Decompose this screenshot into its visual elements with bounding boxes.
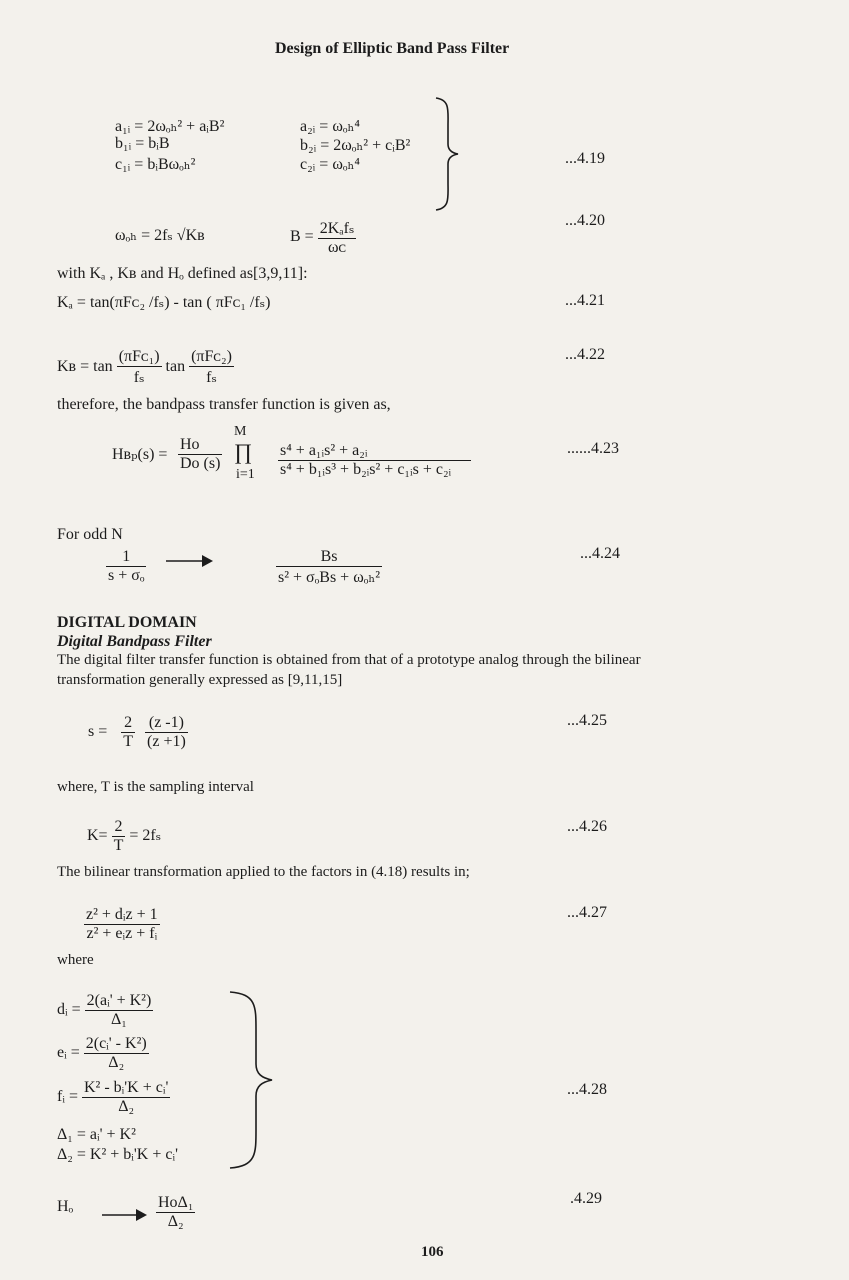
eq-4-29-number: .4.29: [570, 1190, 602, 1207]
subheading-digital-bandpass-filter: Digital Bandpass Filter: [57, 633, 212, 650]
eq-4-23-numerator: s⁴ + a₁ᵢs² + a₂ᵢ: [280, 442, 368, 459]
eq-4-26: [87, 818, 161, 855]
eq-4-22-num-1: (πFᴄ₁): [118, 348, 160, 365]
eq-4-25-num-1: 2: [124, 714, 133, 731]
eq-4-29-numerator: HoΔ₁: [158, 1194, 194, 1211]
eq-4-24-lhs: [106, 548, 146, 585]
eq-4-28-delta-2: Δ₂ = K² + bᵢ'K + cᵢ': [57, 1146, 178, 1163]
eq-4-23-lhs: Hʙₚ(s) =: [112, 446, 168, 463]
eq-4-28-d-lhs: dᵢ =: [57, 1001, 85, 1019]
eq-4-22-fraction-2: [189, 348, 234, 387]
eq-4-29-lhs: Hₒ: [57, 1198, 74, 1215]
eq-4-19-brace: [432, 96, 462, 212]
eq-4-25-num-2: (z -1): [148, 714, 184, 731]
text-with-definitions: with Kₐ , Kʙ and Hₒ defined as[3,9,11]:: [57, 265, 308, 282]
eq-4-23-product-bottom: i=1: [236, 467, 255, 482]
eq-4-26-number: ...4.26: [567, 818, 607, 835]
eq-4-25-den-1: T: [123, 733, 134, 750]
eq-4-28-d: [57, 992, 153, 1029]
eq-4-23-ho-denominator: Do (s): [180, 455, 221, 472]
eq-4-22-fraction-1: [117, 348, 162, 387]
eq-4-22-mid: tan: [161, 358, 190, 376]
eq-4-23-ho-numerator: Ho: [180, 436, 200, 453]
eq-4-26-rhs: = 2fₛ: [125, 827, 162, 845]
eq-4-20-right-lhs: B =: [290, 228, 318, 246]
eq-4-20-number: ...4.20: [565, 212, 605, 229]
eq-4-29-fraction: [156, 1194, 195, 1231]
eq-4-27-number: ...4.27: [567, 904, 607, 921]
eq-4-28-e: [57, 1035, 149, 1072]
eq-4-28-d-denominator: Δ₁: [85, 1010, 154, 1029]
eq-4-28-f: [57, 1079, 170, 1116]
paragraph-line-1: The digital filter transfer function is obtained from that of a prototype analog through the bilinear: [57, 652, 641, 668]
eq-4-25-fraction-2: [145, 714, 188, 751]
eq-4-20-fraction: [318, 218, 357, 257]
eq-4-22-den-2: fₛ: [189, 366, 234, 387]
eq-4-24-rhs-denominator: s² + σₒBs + ωₒₕ²: [276, 566, 382, 587]
eq-4-23-ho-fraction: [178, 436, 222, 473]
eq-4-22-lhs: Kʙ = tan: [57, 358, 117, 376]
eq-4-27-denominator: z² + eᵢz + fᵢ: [84, 924, 160, 943]
eq-4-28-delta-1: Δ₁ = aᵢ' + K²: [57, 1126, 136, 1143]
eq-4-27-numerator: z² + dᵢz + 1: [86, 906, 158, 923]
eq-4-28-e-denominator: Δ₂: [84, 1053, 149, 1072]
text-for-odd-n: For odd N: [57, 526, 123, 543]
eq-4-22-number: ...4.22: [565, 346, 605, 363]
eq-4-24-lhs-numerator: 1: [122, 548, 131, 565]
eq-4-19-right-line-2: b₂ᵢ = 2ωₒₕ² + cᵢB²: [300, 137, 411, 154]
text-where-sampling: where, T is the sampling interval: [57, 779, 254, 795]
text-where: where: [57, 952, 94, 968]
eq-4-23-denominator: s⁴ + b₁ᵢs³ + b₂ᵢs² + c₁ᵢs + c₂ᵢ: [278, 460, 471, 479]
eq-4-20-numerator: 2Kₐfₛ: [319, 220, 355, 237]
eq-4-19-right-line-1: a₂ᵢ = ωₒₕ⁴: [300, 118, 360, 135]
eq-4-24-rhs: [276, 548, 382, 587]
eq-4-19-number: ...4.19: [565, 150, 605, 167]
eq-4-28-d-numerator: 2(aᵢ' + K²): [86, 992, 152, 1009]
eq-4-22-num-2: (πFᴄ₂): [191, 348, 232, 365]
eq-4-19-left-line-2: b₁ᵢ = bᵢB: [115, 135, 170, 152]
paragraph-line-2: transformation generally expressed as [9,11,15]: [57, 672, 343, 688]
eq-4-28-number: ...4.28: [567, 1081, 607, 1098]
eq-4-28-f-numerator: K² - bᵢ'K + cᵢ': [83, 1079, 169, 1096]
eq-4-21: Kₐ = tan(πFᴄ₂ /fₛ) - tan ( πFᴄ₁ /fₛ): [57, 294, 271, 311]
eq-4-28-e-lhs: eᵢ =: [57, 1044, 84, 1062]
eq-4-22: [57, 348, 234, 387]
eq-4-25: [88, 714, 188, 751]
eq-4-22-den-1: fₛ: [117, 366, 162, 387]
eq-4-24-number: ...4.24: [580, 545, 620, 562]
heading-digital-domain: DIGITAL DOMAIN: [57, 614, 197, 631]
eq-4-26-numerator: 2: [114, 818, 123, 835]
eq-4-20-right: [290, 218, 356, 257]
eq-4-25-den-2: (z +1): [147, 733, 186, 750]
eq-4-26-fraction: [112, 818, 126, 855]
eq-4-19-left-line-1: a₁ᵢ = 2ωₒₕ² + aᵢB²: [115, 118, 225, 135]
eq-4-24-arrow: [166, 554, 214, 568]
text-bilinear: The bilinear transformation applied to the factors in (4.18) results in;: [57, 864, 470, 880]
eq-4-19-right-line-3: c₂ᵢ = ωₒₕ⁴: [300, 156, 360, 173]
eq-4-26-denominator: T: [113, 837, 124, 854]
page-header-title: Design of Elliptic Band Pass Filter: [275, 40, 510, 57]
eq-4-23-fraction: [278, 442, 471, 479]
eq-4-19-left-line-3: c₁ᵢ = bᵢBωₒₕ²: [115, 156, 196, 173]
eq-4-24-rhs-numerator: Bs: [320, 548, 338, 565]
eq-4-29-arrow: [102, 1208, 148, 1222]
eq-4-27: [84, 906, 160, 943]
eq-4-29-denominator: Δ₂: [156, 1212, 195, 1231]
eq-4-23-product-symbol: ∏: [234, 439, 253, 464]
eq-4-28-e-numerator: 2(cᵢ' - K²): [85, 1035, 147, 1052]
eq-4-23-number: ......4.23: [567, 440, 619, 457]
eq-4-25-number: ...4.25: [567, 712, 607, 729]
eq-4-23-product-top: M: [234, 424, 247, 439]
eq-4-21-number: ...4.21: [565, 292, 605, 309]
text-therefore: therefore, the bandpass transfer function is given as,: [57, 396, 391, 413]
eq-4-28-brace: [226, 990, 276, 1170]
eq-4-25-fraction-1: [121, 714, 135, 751]
eq-4-20-left: ωₒₕ = 2fₛ √Kʙ: [115, 227, 205, 244]
eq-4-20-denominator: ωᴄ: [318, 238, 357, 257]
eq-4-24-lhs-denominator: s + σₒ: [108, 567, 145, 584]
eq-4-28-f-denominator: Δ₂: [82, 1097, 170, 1116]
eq-4-25-lhs: s =: [88, 723, 108, 741]
eq-4-28-f-lhs: fᵢ =: [57, 1088, 82, 1106]
eq-4-26-lhs: K=: [87, 827, 112, 845]
page-number: 106: [421, 1244, 444, 1260]
